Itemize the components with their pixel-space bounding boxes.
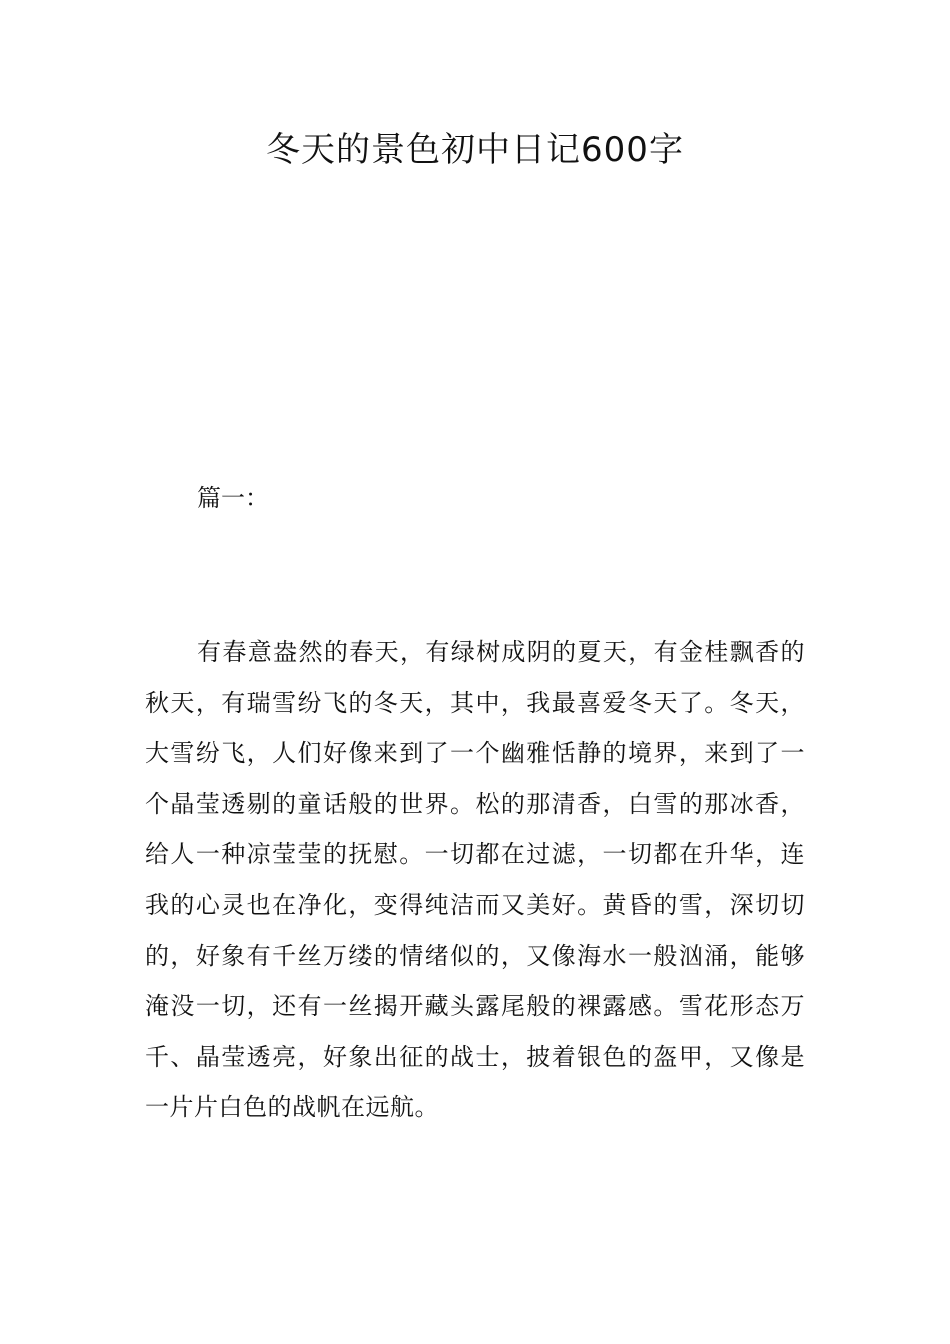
section-heading: 篇一： [197, 484, 269, 512]
body-paragraph: 有春意盎然的春天，有绿树成阴的夏天，有金桂飘香的秋天，有瑞雪纷飞的冬天，其中，我最喜爱冬天了。冬天，大雪纷飞，人们好像来到了一个幽雅恬静的境界，来到了一个晶莹透剔的童话般的世界。松的那清香，白雪的那冰香，给人一种凉莹莹的抚慰。一切都在过滤，一切都在升华，连我的心灵也在净化，变得纯洁而又美好。黄昏的雪，深切切的，好象有千丝万缕的情绪似的，又像海水一般汹涌，能够淹没一切，还有一丝揭开藏头露尾般的裸露感。雪花形态万千、晶莹透亮，好象出征的战士，披着银色的盔甲，又像是一片片白色的战帆在远航。 [145, 638, 805, 1122]
document-title: 冬天的景色初中日记600字 [266, 130, 684, 170]
